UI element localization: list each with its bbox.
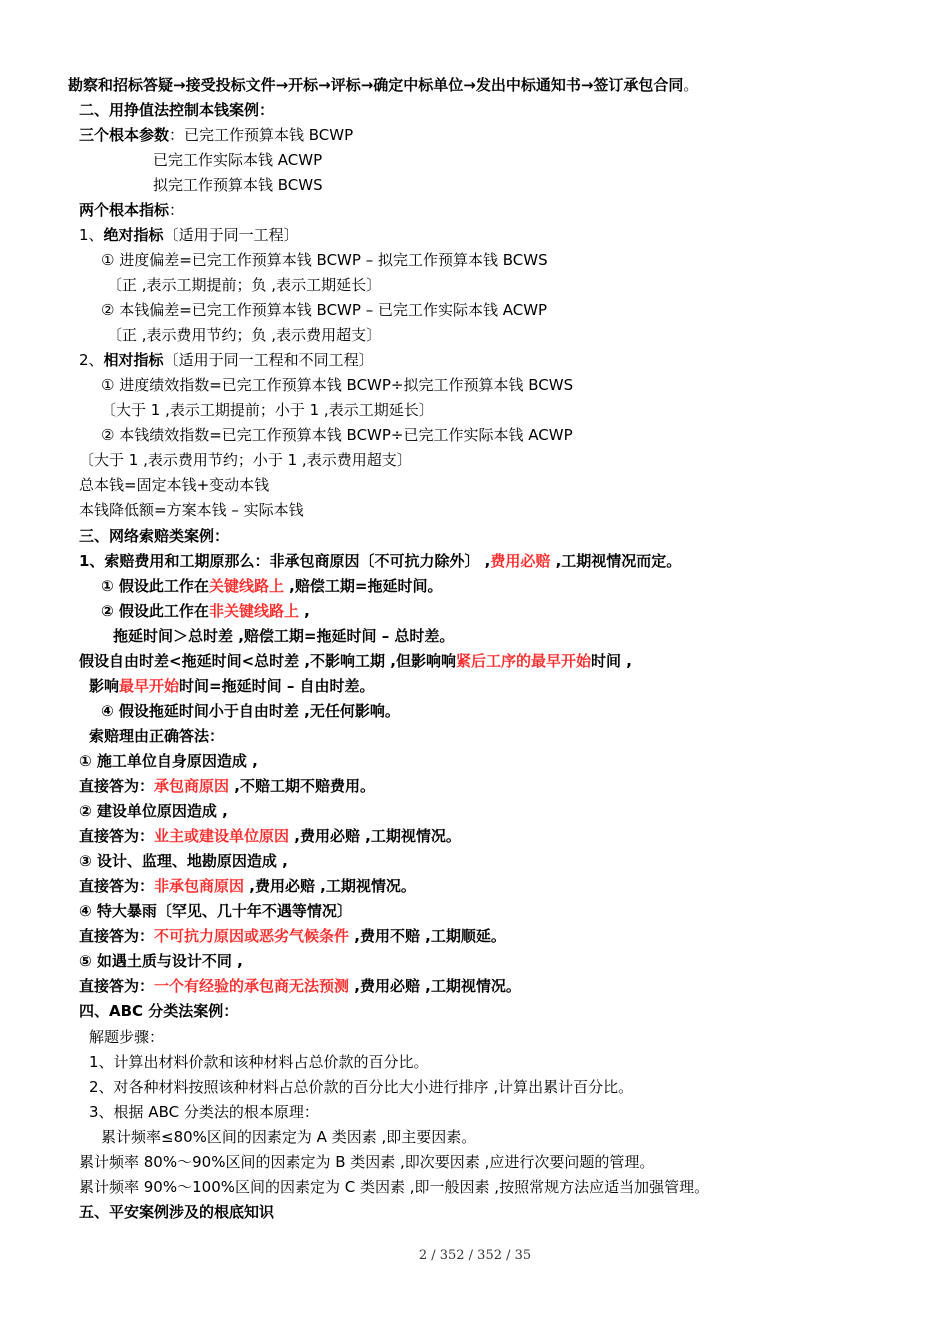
text-segment: 相对指标 [103,351,164,369]
text-line [79,826,461,846]
text-segment: ① 假设此工作在 [101,577,209,595]
text-line [107,275,381,295]
text-line [79,901,352,921]
text-line [79,526,229,546]
highlight-text: 关键线路上 [208,577,284,595]
text-line [79,951,243,971]
text-line [79,125,353,145]
text-segment: 本钱降低额=方案本钱 – 实际本钱 [79,501,304,519]
text-segment: 时间=拖延时间 – 自由时差。 [179,677,375,695]
text-segment: 解题步骤： [89,1028,165,1046]
text-line [79,1177,709,1197]
text-segment: 时间 , [591,652,632,670]
text-segment: 五、平安案例涉及的根底知识 [79,1203,275,1221]
text-segment: 三个根本参数 [79,126,170,144]
text-line [79,551,681,571]
text-segment: 1、 [79,226,104,244]
text-line [89,1077,633,1097]
text-segment: 假设自由时差<拖延时间<总时差 ,不影响工期 ,但影响响 [79,652,456,670]
text-line [89,676,375,696]
text-line [79,1152,654,1172]
text-segment: 〔适用于同一工程和不同工程〕 [163,351,374,369]
text-line [101,250,548,270]
text-line [79,751,258,771]
text-segment: 2、 [79,351,104,369]
text-segment: ,费用必赔 ,工期视情况。 [289,827,461,845]
text-segment: ② 假设此工作在 [101,602,209,620]
text-segment: ② 本钱偏差=已完工作预算本钱 BCWP – 已完工作实际本钱 ACWP [101,301,548,319]
text-segment: ② 本钱绩效指数=已完工作预算本钱 BCWP÷已完工作实际本钱 ACWP [101,426,573,444]
text-segment: 〔正 ,表示费用节约；负 ,表示费用超支〕 [107,326,382,344]
text-segment: 累计频率 80%～90%区间的因素定为 B 类因素 ,即次要因素 ,应进行次要问题的管理。 [79,1153,655,1171]
text-segment: 直接答为： [79,977,155,995]
text-line [153,150,322,170]
text-line [79,200,184,220]
text-segment: 总本钱=固定本钱+变动本钱 [79,476,270,494]
text-segment: 拟完工作预算本钱 BCWS [153,176,323,194]
text-segment: 勘察和招标答疑→接受投标文件→开标→评标→确定中标单位→发出中标通知书→签订承包合同 [68,76,684,94]
text-segment: 〔正 ,表示工期提前；负 ,表示工期延长〕 [107,276,382,294]
text-segment: 拖延时间＞总时差 ,赔偿工期=拖延时间 – 总时差。 [113,627,455,645]
text-segment: 直接答为： [79,877,155,895]
highlight-text: 不可抗力原因或恶劣气候条件 [154,927,350,945]
text-segment: ① 进度绩效指数=已完工作预算本钱 BCWP÷拟完工作预算本钱 BCWS [101,376,574,394]
text-segment: ① 施工单位自身原因造成 , [79,752,258,770]
text-segment: ③ 设计、监理、地勘原因造成 , [79,852,288,870]
highlight-text: 一个有经验的承包商无法预测 [154,977,350,995]
text-segment: 1、索赔费用和工期原那么：非承包商原因〔不可抗力除外〕 , [79,552,491,570]
text-segment: 2、对各种材料按照该种材料占总价款的百分比大小进行排序 ,计算出累计百分比。 [89,1078,634,1096]
text-line [101,576,442,596]
text-segment: 二、用挣值法控制本钱案例： [79,101,275,119]
text-line [107,325,381,345]
text-line [68,75,698,95]
highlight-text: 费用必赔 [490,552,551,570]
text-segment: 〔大于 1 ,表示费用节约；小于 1 ,表示费用超支〕 [79,451,412,469]
text-segment: 〔适用于同一工程〕 [163,226,299,244]
text-line [101,375,573,395]
text-segment: 两个根本指标 [79,201,170,219]
text-segment: 直接答为： [79,777,155,795]
text-line [79,225,299,245]
text-segment: 3、根据 ABC 分类法的根本原理： [89,1103,319,1121]
text-segment: ,费用不赔 ,工期顺延。 [349,927,506,945]
text-segment: ： [169,201,185,219]
text-segment: ,工期视情况而定。 [550,552,682,570]
text-segment: ① 进度偏差=已完工作预算本钱 BCWP – 拟完工作预算本钱 BCWS [101,251,548,269]
text-line [101,701,400,721]
text-segment: 索赔理由正确答法： [89,727,225,745]
text-segment: 累计频率≤80%区间的因素定为 A 类因素 ,即主要因素。 [101,1128,477,1146]
text-line [113,626,454,646]
text-segment: 绝对指标 [103,226,164,244]
text-line [79,1001,238,1021]
highlight-text: 非关键线路上 [208,602,299,620]
text-segment: 已完工作实际本钱 ACWP [153,151,323,169]
text-line [89,726,224,746]
text-line [101,601,310,621]
text-line [79,651,632,671]
text-line [101,400,434,420]
text-line [79,876,416,896]
text-segment: 1、计算出材料价款和该种材料占总价款的百分比。 [89,1053,429,1071]
text-line [79,450,412,470]
text-segment: 直接答为： [79,927,155,945]
text-line [79,776,375,796]
text-segment: ,费用必赔 ,工期视情况。 [244,877,416,895]
highlight-text: 非承包商原因 [154,877,245,895]
text-line [79,926,506,946]
text-line [101,425,573,445]
highlight-text: 承包商原因 [154,777,230,795]
text-segment: 影响 [89,677,120,695]
text-segment: ,赔偿工期=拖延时间。 [283,577,443,595]
highlight-text: 紧后工序的最早开始 [455,652,591,670]
text-segment: 三、网络索赔类案例： [79,527,230,545]
text-line [101,1127,476,1147]
text-line [89,1052,429,1072]
text-line [79,1202,274,1222]
text-line [79,100,274,120]
text-segment: 〔大于 1 ,表示工期提前；小于 1 ,表示工期延长〕 [101,401,434,419]
page-number: 2 / 352 / 352 / 35 [418,1248,532,1263]
text-segment: ⑤ 如遇土质与设计不同 , [79,952,243,970]
text-line [89,1102,319,1122]
text-line [79,500,304,520]
text-segment: , [298,602,310,620]
text-line [79,976,521,996]
text-line [79,801,228,821]
text-line [101,300,547,320]
text-segment: ② 建设单位原因造成 , [79,802,228,820]
text-segment: ,费用必赔 ,工期视情况。 [349,977,521,995]
text-segment: ：已完工作预算本钱 BCWP [169,126,354,144]
text-segment: ,不赔工期不赔费用。 [229,777,375,795]
highlight-text: 业主或建设单位原因 [154,827,290,845]
text-line [89,1027,164,1047]
highlight-text: 最早开始 [119,677,180,695]
text-segment: 。 [683,76,699,94]
text-line [153,175,323,195]
text-line [79,851,288,871]
text-segment: ④ 特大暴雨〔罕见、几十年不遇等情况〕 [79,902,352,920]
text-line [79,350,374,370]
text-segment: 累计频率 90%～100%区间的因素定为 C 类因素 ,即一般因素 ,按照常规方法应适当加强管理。 [79,1178,710,1196]
text-line [79,475,269,495]
text-segment: 直接答为： [79,827,155,845]
text-segment: 四、ABC 分类法案例： [79,1002,239,1020]
text-segment: ④ 假设拖延时间小于自由时差 ,无任何影响。 [101,702,400,720]
